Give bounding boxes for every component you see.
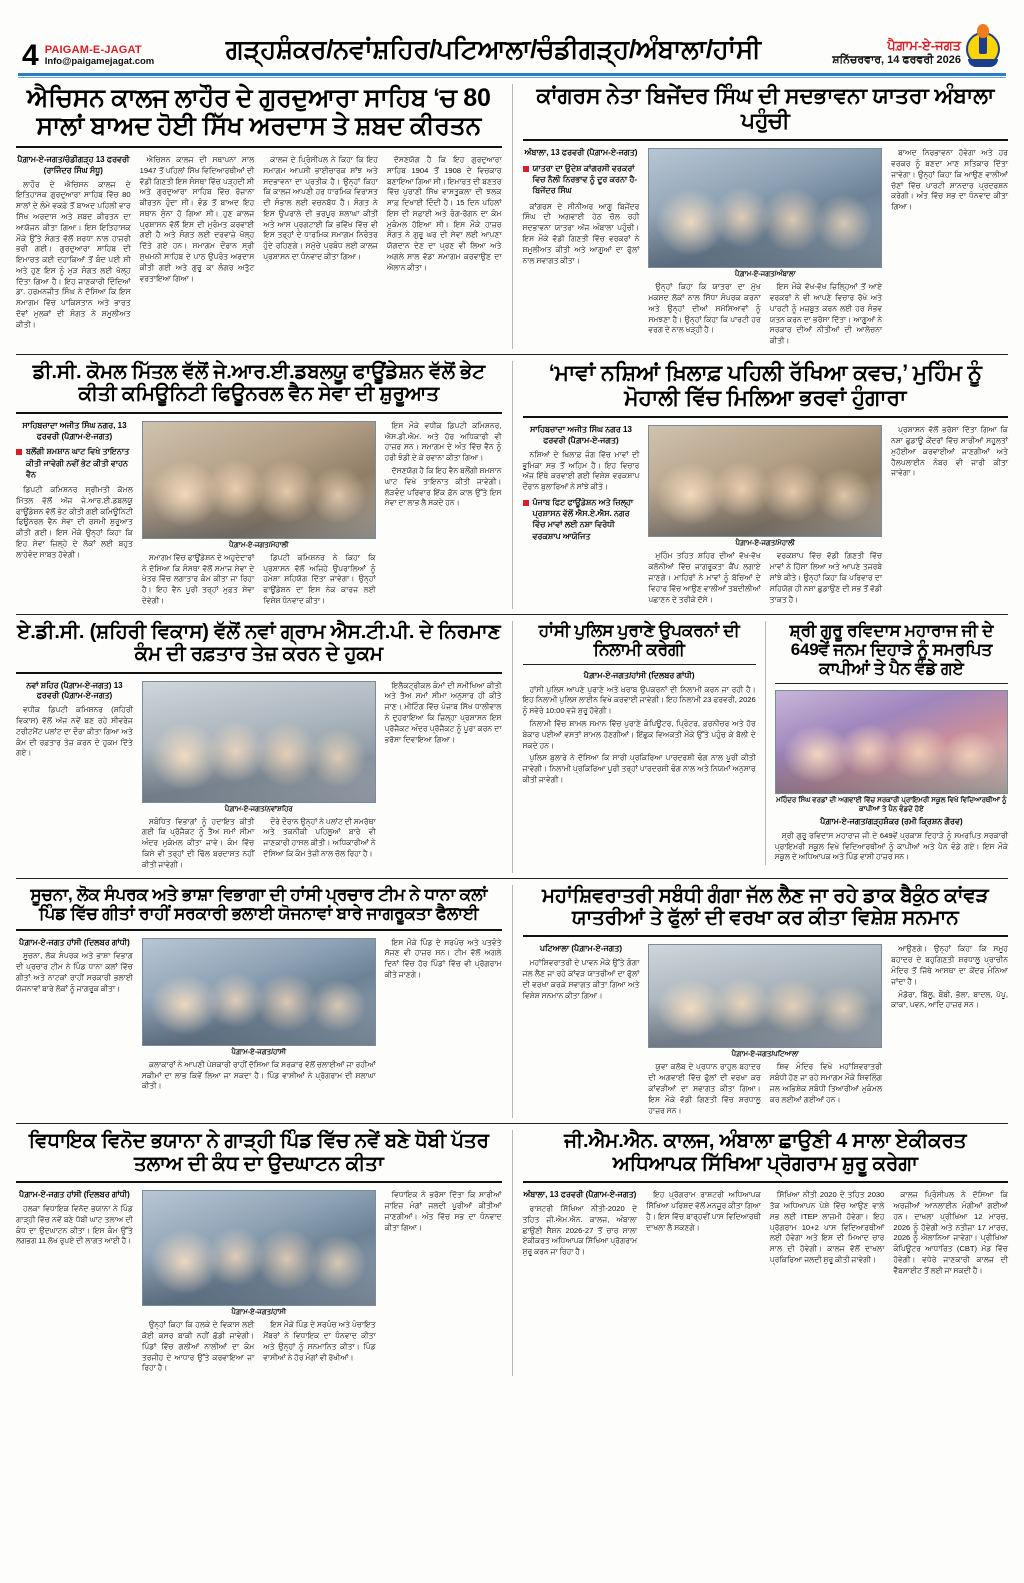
headline-a11: ਜੀ.ਐਮ.ਐਨ. ਕਾਲਜ, ਅੰਬਾਲਾ ਛਾਉਣੀ 4 ਸਾਲਾ ਏਕੀਕਰਤ ਅਧਿਆਪਕ ਸਿੱਖਿਆ ਪ੍ਰੋਗਰਾਮ ਸ਼ੁਰੂ ਕਰੇਗਾ <box>564 1130 967 1175</box>
headline-a5: ਏ.ਡੀ.ਸੀ. (ਸ਼ਹਿਰੀ ਵਿਕਾਸ) ਵੱਲੋਂ ਨਵਾਂ ਗ੍ਰਾਮ ਐਸ.ਟੀ.ਪੀ. ਦੇ ਨਿਰਮਾਣ ਕੰਮ ਦੀ ਰਫ਼ਤਾਰ ਤੇਜ਼ ਕਰਨ ਦੇ ਹੁਕਮ <box>17 620 501 666</box>
brand-email: Info@paigamejagat.com <box>44 55 155 67</box>
article-a8 <box>16 885 502 1119</box>
body-text: ਨਿਲਾਮੀ ਵਿੱਚ ਸ਼ਾਮਲ ਸਮਾਨ ਵਿੱਚ ਪੁਰਾਣੇ ਕੰਪਿਊਟਰ, ਪ੍ਰਿੰਟਰ, ਫ਼ਰਨੀਚਰ ਅਤੇ ਹੋਰ ਬੇਕਾਰ ਪਈਆਂ ਵਸਤਾਂ ਸ਼ਾਮਲ ਹੋਣਗੀਆਂ। ਇੱਛੁਕ ਵਿਅਕਤੀ ਮੌਕੇ ਉੱਤੇ ਪਹੁੰਚ ਕੇ ਬੋਲੀ ਦੇ ਸਕਦੇ ਹਨ। <box>522 719 756 750</box>
column-divider <box>512 1130 513 1376</box>
article-photo-a5 <box>142 681 376 803</box>
article-column <box>16 681 133 873</box>
content-band-4 <box>16 885 1008 1119</box>
column-divider <box>765 621 766 865</box>
article-a9 <box>523 885 1009 1119</box>
body-text: ਇਸ ਮੌਕੇ ਵੱਖ-ਵੱਖ ਜ਼ਿਲ੍ਹਿਆਂ ਤੋਂ ਆਏ ਵਰਕਰਾਂ ਨੇ ਵੀ ਆਪਣੇ ਵਿਚਾਰ ਰੱਖੇ ਅਤੇ ਪਾਰਟੀ ਨੂੰ ਮਜ਼ਬੂਤ ਕਰਨ ਲਈ ਹਰ ਸੰਭਵ ਯਤਨ ਕਰਨ ਦਾ ਭਰੋਸਾ ਦਿੱਤਾ। ਆਗੂਆਂ ਨੇ ਸਰਕਾਰ ਦੀਆਂ ਨੀਤੀਆਂ ਦੀ ਆਲੋਚਨਾ ਕੀਤੀ। <box>769 282 883 346</box>
body-text: ਉਨ੍ਹਾਂ ਕਿਹਾ ਕਿ ਯਾਤਰਾ ਦਾ ਮੁੱਖ ਮਕਸਦ ਲੋਕਾਂ ਨਾਲ ਸਿੱਧਾ ਸੰਪਰਕ ਕਰਨਾ ਅਤੇ ਉਨ੍ਹਾਂ ਦੀਆਂ ਸਮੱਸਿਆਵਾਂ ਨੂੰ ਸਮਝਣਾ ਹੈ। ਉਨ੍ਹਾਂ ਕਿਹਾ ਕਿ ਪਾਰਟੀ ਹਰ ਵਰਗ ਦੇ ਨਾਲ ਖੜ੍ਹੀ ਹੈ। <box>648 282 761 335</box>
headline-a6: ਹਾਂਸੀ ਪੁਲਿਸ ਪੁਰਾਣੇ ਉਪਕਰਨਾਂ ਦੀ ਨਿਲਾਮੀ ਕਰੇਗੀ <box>538 620 740 659</box>
body-text: ਮੰਡੋਰਾ, ਬਿੱਲੂ, ਬੌਬੀ, ਭੱਲਾ, ਬਾਦਲ, ਪੱਪੂ, ਕਾਕਾ, ਪਵਨ, ਆਦਿ ਹਾਜ਼ਰ ਸਨ। <box>891 989 1008 1010</box>
article-column <box>16 938 133 1094</box>
article-photo-a10 <box>142 1190 376 1306</box>
content-band-5 <box>16 1130 1008 1376</box>
article-column <box>891 944 1008 1118</box>
body-text: ਡਿਪਟੀ ਕਮਿਸ਼ਨਰ ਸ਼੍ਰੀਮਤੀ ਕੋਮਲ ਮਿੱਤਲ ਵੱਲੋਂ ਅੱਜ ਜੇ.ਆਰ.ਈ.ਡਬਲਯੂ ਫਾਊਂਡੇਸ਼ਨ ਵੱਲੋਂ ਭੇਟ ਕੀਤੀ ਗਈ ਕਮਿਊਨਿਟੀ ਫਿਊਨਰਲ ਵੈਨ ਸੇਵਾ ਦੀ ਰਸਮੀ ਸ਼ੁਰੂਆਤ ਕੀਤੀ ਗਈ। ਇਸ ਮੌਕੇ ਉਨ੍ਹਾਂ ਕਿਹਾ ਕਿ ਇਹ ਸੇਵਾ ਜ਼ਿਲ੍ਹੇ ਦੇ ਲੋਕਾਂ ਲਈ ਬਹੁਤ ਲਾਹੇਵੰਦ ਸਾਬਤ ਹੋਵੇਗੀ। <box>16 484 133 559</box>
photo-caption-a5: ਪੈਗ਼ਾਮ-ਏ-ਜਗਤ/ਨਵਾਂਸ਼ਹਿਰ <box>224 805 293 813</box>
article-a10 <box>16 1130 502 1376</box>
body-text: ਸਬੰਧਿਤ ਵਿਭਾਗਾਂ ਨੂੰ ਹਦਾਇਤ ਕੀਤੀ ਗਈ ਕਿ ਪ੍ਰੋਜੈਕਟ ਨੂੰ ਤੈਅ ਸਮਾਂ ਸੀਮਾ ਅੰਦਰ ਮੁਕੰਮਲ ਕੀਤਾ ਜਾਵੇ। ਕੰਮ ਵਿੱਚ ਕਿਸੇ ਵੀ ਤਰ੍ਹਾਂ ਦੀ ਢਿੱਲ ਬਰਦਾਸ਼ਤ ਨਹੀਂ ਕੀਤੀ ਜਾਵੇਗੀ। <box>141 816 255 869</box>
photo-caption-a3: ਪੈਗ਼ਾਮ-ਏ-ਜਗਤ/ਮੋਹਾਲੀ <box>229 541 289 549</box>
page-number: 4 <box>22 38 39 72</box>
dateline-a1: ਪੈਗ਼ਾਮ-ਏ-ਜਗਤ/ਚੰਡੀਗੜ੍ਹ 13 ਫਰਵਰੀ (ਰਾਜਿੰਦਰ ਸਿੰਘ ਸੰਧੂ) <box>17 155 130 175</box>
body-text: ਮੁਹਿੰਮ ਤਹਿਤ ਸ਼ਹਿਰ ਦੀਆਂ ਵੱਖ-ਵੱਖ ਕਲੋਨੀਆਂ ਵਿੱਚ ਜਾਗਰੂਕਤਾ ਕੈਂਪ ਲਗਾਏ ਜਾਣਗੇ। ਮਾਹਿਰਾਂ ਨੇ ਮਾਵਾਂ ਨੂੰ ਬੱਚਿਆਂ ਦੇ ਵਿਹਾਰ ਵਿੱਚ ਆਉਣ ਵਾਲੀਆਂ ਤਬਦੀਲੀਆਂ ਪਛਾਣਨ ਦੇ ਤਰੀਕੇ ਦੱਸੇ। <box>648 551 761 604</box>
bullet-text: ਬਲੌਂਗੀ ਸ਼ਮਸ਼ਾਨ ਘਾਟ ਵਿਖੇ ਤਾਇਨਾਤ ਕੀਤੀ ਜਾਵੇਗੀ ਨਵੀਂ ਭੇਟ ਕੀਤੀ ਵਾਹਨ ਵੈਨ <box>26 447 130 479</box>
body-text: ਵਰਕਸ਼ਾਪ ਵਿੱਚ ਵੱਡੀ ਗਿਣਤੀ ਵਿੱਚ ਮਾਵਾਂ ਨੇ ਹਿੱਸਾ ਲਿਆ ਅਤੇ ਆਪਣੇ ਤਜਰਬੇ ਸਾਂਝੇ ਕੀਤੇ। ਉਨ੍ਹਾਂ ਕਿਹਾ ਕਿ ਪਰਿਵਾਰ ਦਾ ਸਹਿਯੋਗ ਹੀ ਨਸ਼ਾ ਛੁਡਾਉਣ ਦੀ ਸਭ ਤੋਂ ਵੱਡੀ ਤਾਕਤ ਹੈ। <box>769 551 883 604</box>
article-a3 <box>16 361 502 609</box>
body-text: ਸਮਾਗਮ ਵਿੱਚ ਫਾਊਂਡੇਸ਼ਨ ਦੇ ਅਹੁਦੇਦਾਰਾਂ ਨੇ ਦੱਸਿਆ ਕਿ ਸੰਸਥਾ ਵੱਲੋਂ ਸਮਾਜ ਸੇਵਾ ਦੇ ਖੇਤਰ ਵਿੱਚ ਲਗਾਤਾਰ ਕੰਮ ਕੀਤਾ ਜਾ ਰਿਹਾ ਹੈ। ਇਹ ਵੈਨ ਪੂਰੀ ਤਰ੍ਹਾਂ ਮੁਫ਼ਤ ਸੇਵਾ ਦੇਵੇਗੀ। <box>141 552 255 606</box>
dateline-a6: ਪੈਗ਼ਾਮ-ਏ-ਜਗਤ/ਹਾਂਸੀ (ਦਿਲਬਰ ਗਾਂਧੀ) <box>583 670 695 680</box>
article-photo-column <box>142 1190 376 1376</box>
dateline-a5: ਨਵਾਂ ਸ਼ਹਿਰ (ਪੈਗ਼ਾਮ-ਏ-ਜਗਤ) 13 ਫਰਵਰੀ (ਪੈਗ਼ਾਮ-ਏ-ਜਗਤ) <box>26 680 123 701</box>
body-text: ਡਿਪਟੀ ਕਮਿਸ਼ਨਰ ਨੇ ਕਿਹਾ ਕਿ ਪ੍ਰਸ਼ਾਸਨ ਵੱਲੋਂ ਅਜਿਹੇ ਉਪਰਾਲਿਆਂ ਨੂੰ ਹਮੇਸ਼ਾ ਸਹਿਯੋਗ ਦਿੱਤਾ ਜਾਵੇਗਾ। ਉਨ੍ਹਾਂ ਫਾਊਂਡੇਸ਼ਨ ਦਾ ਇਸ ਨੇਕ ਕਾਰਜ ਲਈ ਵਿਸ਼ੇਸ਼ ਧੰਨਵਾਦ ਕੀਤਾ। <box>263 552 376 606</box>
dateline-a2: ਅੰਬਾਲਾ, 13 ਫਰਵਰੀ (ਪੈਗ਼ਾਮ-ਏ-ਜਗਤ) <box>524 148 638 158</box>
column-divider <box>512 84 513 349</box>
article-photo-column <box>648 148 882 349</box>
article-column <box>140 155 255 333</box>
body-text: ਹਲਕਾ ਵਿਧਾਇਕ ਵਿਨੋਦ ਭਯਾਨਾ ਨੇ ਪਿੰਡ ਗਾੜ੍ਹੀ ਵਿੱਚ ਨਵੇਂ ਬਣੇ ਧੋਬੀ ਘਾਟ ਤਲਾਅ ਦੀ ਕੰਧ ਦਾ ਉਦਘਾਟਨ ਕੀਤਾ। ਇਸ ਕੰਮ ਉੱਤੇ ਲਗਭਗ 11 ਲੱਖ ਰੁਪਏ ਦੀ ਲਾਗਤ ਆਈ ਹੈ। <box>16 1203 133 1246</box>
body-text: ਇਸ ਮੌਕੇ ਪਿੰਡ ਦੇ ਸਰਪੰਚ ਅਤੇ ਪਤਵੰਤੇ ਸੱਜਣ ਵੀ ਹਾਜ਼ਰ ਸਨ। ਟੀਮ ਵੱਲੋਂ ਅਗਲੇ ਦਿਨਾਂ ਵਿੱਚ ਹੋਰ ਪਿੰਡਾਂ ਵਿੱਚ ਵੀ ਪ੍ਰੋਗਰਾਮ ਕੀਤੇ ਜਾਣਗੇ। <box>384 937 502 979</box>
article-a5 <box>16 621 502 873</box>
article-column <box>523 425 640 607</box>
article-column <box>646 1190 761 1278</box>
body-text: ਸੂਚਨਾ, ਲੋਕ ਸੰਪਰਕ ਅਤੇ ਭਾਸ਼ਾ ਵਿਭਾਗ ਦੀ ਪ੍ਰਚਾਰ ਟੀਮ ਨੇ ਪਿੰਡ ਧਾਨਾ ਕਲਾਂ ਵਿੱਚ ਗੀਤਾਂ ਅਤੇ ਨਾਟਕਾਂ ਰਾਹੀਂ ਸਰਕਾਰੀ ਭਲਾਈ ਯੋਜਨਾਵਾਂ ਬਾਰੇ ਲੋਕਾਂ ਨੂੰ ਜਾਗਰੂਕ ਕੀਤਾ। <box>16 951 133 993</box>
article-column <box>891 425 1008 607</box>
headline-a9: ਮਹਾਂਸ਼ਿਵਰਾਤਰੀ ਸਬੰਧੀ ਗੰਗਾ ਜੱਲ ਲੈਣ ਜਾ ਰਹੇ ਡਾਕ ਬੈਕੁੰਠ ਕਾਂਵੜ ਯਾਤਰੀਆਂ ਤੇ ਫੁੱਲਾਂ ਦੀ ਵਰਖਾ ਕਰ ਕੀਤਾ ਵਿਸ਼ੇਸ਼ ਸਨਮਾਨ <box>541 884 989 929</box>
article-column <box>891 148 1008 349</box>
article-photo-column <box>142 938 376 1094</box>
photo-caption-a4: ਪੈਗ਼ਾਮ-ਏ-ਜਗਤ/ਮੋਹਾਲੀ <box>735 540 795 548</box>
photo-caption-a8: ਪੈਗ਼ਾਮ-ਏ-ਜਗਤ/ਹਾਂਸੀ <box>231 1048 287 1056</box>
masthead <box>16 14 1008 72</box>
content-band-3 <box>16 621 1008 873</box>
article-column <box>385 1190 502 1376</box>
article-column <box>16 1190 133 1376</box>
kicker-bullet <box>523 497 640 542</box>
body-text: ਨਸ਼ਿਆਂ ਦੇ ਖ਼ਿਲਾਫ਼ ਜੰਗ ਵਿੱਚ ਮਾਵਾਂ ਦੀ ਭੂਮਿਕਾ ਸਭ ਤੋਂ ਅਹਿਮ ਹੈ। ਇਹ ਵਿਚਾਰ ਅੱਜ ਇੱਥੇ ਕਰਵਾਈ ਗਈ ਵਿਸ਼ੇਸ਼ ਵਰਕਸ਼ਾਪ ਦੌਰਾਨ ਬੁਲਾਰਿਆਂ ਨੇ ਸਾਂਝੇ ਕੀਤੇ। <box>522 449 640 492</box>
content-band-1 <box>16 84 1008 349</box>
dateline-a11: ਅੰਬਾਲਾ, 13 ਫਰਵਰੀ (ਪੈਗ਼ਾਮ-ਏ-ਜਗਤ) <box>523 1190 637 1200</box>
photo-caption-a7: ਮਹਿੰਦਰ ਸਿੰਘ ਵਰਡਾਂ ਦੀ ਅਗਵਾਈ ਵਿੱਚ ਸਰਕਾਰੀ ਪ੍ਰਾਇਮਰੀ ਸਕੂਲ ਵਿਖੇ ਵਿਦਿਆਰਥੀਆਂ ਨੂੰ ਕਾਪੀਆਂ ਤੇ ਪੈਨ ਵੰਡਦੇ ਹੋਏ <box>776 796 1007 813</box>
brand-name: PAIGAM-E-JAGAT <box>44 44 142 57</box>
article-photo-a7 <box>775 690 1008 794</box>
body-text: ਦੌਰੇ ਦੌਰਾਨ ਉਨ੍ਹਾਂ ਨੇ ਪਲਾਂਟ ਦੀ ਸਮਰੱਥਾ ਅਤੇ ਤਕਨੀਕੀ ਪਹਿਲੂਆਂ ਬਾਰੇ ਵੀ ਜਾਣਕਾਰੀ ਹਾਸਲ ਕੀਤੀ। ਅਧਿਕਾਰੀਆਂ ਨੇ ਦੱਸਿਆ ਕਿ ਕੰਮ ਤੇਜ਼ੀ ਨਾਲ ਚੱਲ ਰਿਹਾ ਹੈ। <box>263 816 376 859</box>
article-column <box>385 421 502 609</box>
article-a11 <box>523 1130 1009 1376</box>
dateline-a10: ਪੈਗ਼ਾਮ-ਏ-ਜਗਤ ਹਾਂਸੀ (ਦਿਲਬਰ ਗਾਂਧੀ) <box>19 1190 130 1200</box>
body-text: ਆਉਣਗੇ। ਉਨ੍ਹਾਂ ਕਿਹਾ ਕਿ ਸਮੂਹ ਬਹਾਦਰ ਦੇ ਬਹੁਗਿਣਤੀ ਸ਼ਰਧਾਲੂ ਪ੍ਰਾਚੀਨ ਮੰਦਿਰ ਤੋਂ ਜਿੱਥੇ ਆਸਥਾ ਦਾ ਕੇਂਦਰ ਮੰਨਿਆ ਜਾਂਦਾ ਹੈ। <box>891 944 1008 986</box>
article-a4 <box>523 361 1009 609</box>
article-column <box>893 1190 1008 1278</box>
article-group-a6-a7 <box>523 621 1009 873</box>
bullet-square-icon <box>523 166 529 172</box>
torch-logo-icon <box>966 28 1002 68</box>
body-text: ਇਹ ਪ੍ਰੋਗਰਾਮ ਰਾਸ਼ਟਰੀ ਅਧਿਆਪਕ ਸਿੱਖਿਆ ਪਰਿਸ਼ਦ ਵੱਲੋਂ ਮਨਜ਼ੂਰ ਕੀਤਾ ਗਿਆ ਹੈ। ਇਸ ਵਿੱਚ ਬਾਰ੍ਹਵੀਂ ਪਾਸ ਵਿਦਿਆਰਥੀ ਦਾਖਲਾ ਲੈ ਸਕਣਗੇ। <box>646 1190 761 1232</box>
column-divider <box>512 621 513 873</box>
brand-name-punjabi: ਪੈਗ਼ਾਮ-ਏ-ਜਗਤ <box>887 38 961 53</box>
column-divider <box>512 885 513 1119</box>
article-a6 <box>523 621 756 865</box>
body-text: ਇਲੈਕਟ੍ਰੀਕਲ ਕੰਮਾਂ ਦੀ ਸਮੀਖਿਆ ਕੀਤੀ ਅਤੇ ਤੈਅ ਸਮਾਂ ਸੀਮਾ ਅਨੁਸਾਰ ਹੀ ਕੀਤੇ ਜਾਣ। ਮੀਟਿੰਗ ਵਿੱਚ ਪੰਜਾਬ ਸਿੱਖ ਧਾਲੀਵਾਲ ਨੇ ਦੁਹਰਾਇਆ ਕਿ ਜ਼ਿਲ੍ਹਾ ਪ੍ਰਸ਼ਾਸਨ ਇਸ ਪ੍ਰੋਜੈਕਟ ਅੰਦਰ ਪ੍ਰੋਜੈਕਟ ਨੂੰ ਪੂਰਾ ਕਰਨ ਦਾ ਭਰੋਸਾ ਦਿਵਾਇਆ ਗਿਆ। <box>384 680 502 744</box>
body-text: ਕਾਲਜ ਦੇ ਪ੍ਰਿੰਸੀਪਲ ਨੇ ਕਿਹਾ ਕਿ ਇਹ ਸਮਾਗਮ ਆਪਸੀ ਭਾਈਚਾਰਕ ਸਾਂਝ ਅਤੇ ਸਦਭਾਵਨਾ ਦਾ ਪ੍ਰਤੀਕ ਹੈ। ਉਨ੍ਹਾਂ ਕਿਹਾ ਕਿ ਕਾਲਜ ਆਪਣੀ ਹਰ ਧਾਰਮਿਕ ਵਿਰਾਸਤ ਦੀ ਸੰਭਾਲ ਲਈ ਵਚਨਬੱਧ ਹੈ। ਸੰਗਤ ਨੇ ਇਸ ਉਪਰਾਲੇ ਦੀ ਭਰਪੂਰ ਸ਼ਲਾਘਾ ਕੀਤੀ ਅਤੇ ਆਸ ਪ੍ਰਗਟਾਈ ਕਿ ਭਵਿੱਖ ਵਿੱਚ ਵੀ ਇਸ ਤਰ੍ਹਾਂ ਦੇ ਧਾਰਮਿਕ ਸਮਾਗਮ ਨਿਰੰਤਰ ਹੁੰਦੇ ਰਹਿਣਗੇ। ਸਮੁੱਚੇ ਪ੍ਰਬੰਧ ਲਈ ਕਾਲਜ ਪ੍ਰਸ਼ਾਸਨ ਦਾ ਧੰਨਵਾਦ ਕੀਤਾ ਗਿਆ। <box>263 155 378 262</box>
body-text: ਲਾਹੌਰ ਦੇ ਐਚਿਸਨ ਕਾਲਜ ਦੇ ਇਤਿਹਾਸਕ ਗੁਰਦੁਆਰਾ ਸਾਹਿਬ ਵਿੱਚ 80 ਸਾਲਾਂ ਦੇ ਲੰਮੇ ਵਕਫ਼ੇ ਤੋਂ ਬਾਅਦ ਪਹਿਲੀ ਵਾਰ ਸਿੱਖ ਅਰਦਾਸ ਅਤੇ ਸ਼ਬਦ ਕੀਰਤਨ ਦਾ ਆਯੋਜਨ ਕੀਤਾ ਗਿਆ। ਇਸ ਇਤਿਹਾਸਕ ਮੌਕੇ ਉੱਤੇ ਸੰਗਤ ਵੱਲੋਂ ਸ਼ਰਧਾ ਨਾਲ ਹਾਜ਼ਰੀ ਭਰੀ ਗਈ। ਗੁਰਦੁਆਰਾ ਸਾਹਿਬ ਦੀ ਇਮਾਰਤ ਕਈ ਦਹਾਕਿਆਂ ਤੋਂ ਬੰਦ ਪਈ ਸੀ ਅਤੇ ਹੁਣ ਇਸ ਨੂੰ ਮੁੜ ਸੰਗਤ ਲਈ ਖੋਲ੍ਹ ਦਿੱਤਾ ਗਿਆ ਹੈ। ਇਹ ਜਾਣਕਾਰੀ ਦਿੰਦਿਆਂ ਡਾ. ਹਰਮਨਜੀਤ ਸਿੰਘ ਨੇ ਦੱਸਿਆ ਕਿ ਇਸ ਸਮਾਗਮ ਵਿੱਚ ਪਾਕਿਸਤਾਨ ਅਤੇ ਭਾਰਤ ਦੋਵਾਂ ਮੁਲਕਾਂ ਦੀ ਸੰਗਤ ਨੇ ਸ਼ਮੂਲੀਅਤ ਕੀਤੀ। <box>16 179 131 329</box>
dateline-a7: ਪੈਗ਼ਾਮ-ਏ-ਜਗਤ/ਗੜ੍ਹਸ਼ੰਕਰ (ਰਮੀ ਕ੍ਰਿਸ਼ਨ ਗੌਰਵ) <box>820 817 963 827</box>
headline-a10: ਵਿਧਾਇਕ ਵਿਨੋਦ ਭਯਾਨਾ ਨੇ ਗਾੜ੍ਹੀ ਪਿੰਡ ਵਿੱਚ ਨਵੇਂ ਬਣੇ ਧੋਬੀ ਪੱਤਰ ਤਲਾਅ ਦੀ ਕੰਧ ਦਾ ਉਦਘਾਟਨ ਕੀਤਾ <box>28 1130 489 1175</box>
article-a2 <box>523 84 1009 349</box>
bullet-square-icon <box>523 500 529 506</box>
body-text: ਉਨ੍ਹਾਂ ਕਿਹਾ ਕਿ ਹਲਕੇ ਦੇ ਵਿਕਾਸ ਲਈ ਕੋਈ ਕਸਰ ਬਾਕੀ ਨਹੀਂ ਛੱਡੀ ਜਾਵੇਗੀ। ਪਿੰਡਾਂ ਵਿੱਚ ਗਲੀਆਂ ਨਾਲੀਆਂ ਦਾ ਕੰਮ ਤਰਜੀਹ ਦੇ ਆਧਾਰ ਉੱਤੇ ਕਰਵਾਇਆ ਜਾ ਰਿਹਾ ਹੈ। <box>141 1320 255 1373</box>
article-photo-a9 <box>648 944 882 1048</box>
body-text: ਮਹਾਂਸ਼ਿਵਰਾਤਰੀ ਦੇ ਪਾਵਨ ਮੌਕੇ ਉੱਤੇ ਗੰਗਾ ਜਲ ਲੈਣ ਜਾ ਰਹੇ ਕਾਂਵੜ ਯਾਤਰੀਆਂ ਦਾ ਫੁੱਲਾਂ ਦੀ ਵਰਖਾ ਕਰਕੇ ਸਵਾਗਤ ਕੀਤਾ ਗਿਆ ਅਤੇ ਵਿਸ਼ੇਸ਼ ਸਨਮਾਨ ਕੀਤਾ ਗਿਆ। <box>522 958 640 1000</box>
kicker-bullet <box>16 446 133 480</box>
article-column <box>770 1190 885 1278</box>
body-text: ਸਿੱਖਿਆ ਨੀਤੀ 2020 ਦੇ ਤਹਿਤ 2030 ਤੱਕ ਅਧਿਆਪਨ ਪੇਸ਼ੇ ਵਿੱਚ ਆਉਣ ਵਾਲੇ ਸਭ ਲਈ ITEP ਲਾਜ਼ਮੀ ਹੋਵੇਗਾ। ਇਹ ਪ੍ਰੋਗਰਾਮ 10+2 ਪਾਸ ਵਿਦਿਆਰਥੀਆਂ ਲਈ ਹੋਵੇਗਾ ਅਤੇ ਇਸ ਦੀ ਮਿਆਦ ਚਾਰ ਸਾਲ ਦੀ ਹੋਵੇਗੀ। ਕਾਲਜ ਵੱਲੋਂ ਦਾਖਲਾ ਪ੍ਰਕਿਰਿਆ ਜਲਦੀ ਸ਼ੁਰੂ ਕੀਤੀ ਜਾਵੇਗੀ। <box>769 1190 885 1264</box>
article-photo-column <box>142 421 376 609</box>
body-text: ਇਸ ਮੌਕੇ ਵਧੀਕ ਡਿਪਟੀ ਕਮਿਸ਼ਨਰ, ਐਸ.ਡੀ.ਐਮ. ਅਤੇ ਹੋਰ ਅਧਿਕਾਰੀ ਵੀ ਹਾਜ਼ਰ ਸਨ। ਸਮਾਗਮ ਦੇ ਅੰਤ ਵਿੱਚ ਵੈਨ ਨੂੰ ਹਰੀ ਝੰਡੀ ਦੇ ਕੇ ਰਵਾਨਾ ਕੀਤਾ ਗਿਆ। <box>384 420 502 463</box>
body-text: ਦੱਸਣਯੋਗ ਹੈ ਕਿ ਇਹ ਗੁਰਦੁਆਰਾ ਸਾਹਿਬ 1904 ਤੋਂ 1908 ਦੇ ਵਿਚਕਾਰ ਬਣਾਇਆ ਗਿਆ ਸੀ। ਇਮਾਰਤ ਦੀ ਬਣਤਰ ਵਿੱਚ ਪੁਰਾਣੀ ਸਿੱਖ ਵਾਸਤੂਕਲਾ ਦੀ ਝਲਕ ਸਾਫ਼ ਦਿਖਾਈ ਦਿੰਦੀ ਹੈ। 15 ਦਿਨ ਪਹਿਲਾਂ ਇਸ ਦੀ ਸਫ਼ਾਈ ਅਤੇ ਰੰਗ-ਰੋਗਨ ਦਾ ਕੰਮ ਮੁਕੰਮਲ ਹੋਇਆ ਸੀ। ਇਸ ਮੌਕੇ ਹਾਜ਼ਰ ਸੰਗਤ ਨੇ ਗੁਰੂ ਘਰ ਦੀ ਸੇਵਾ ਲਈ ਆਪਣਾ ਯੋਗਦਾਨ ਦੇਣ ਦਾ ਪ੍ਰਣ ਵੀ ਲਿਆ ਅਤੇ ਅਗਲੇ ਸਾਲ ਵੱਡਾ ਸਮਾਗਮ ਕਰਵਾਉਣ ਦਾ ਐਲਾਨ ਕੀਤਾ। <box>386 155 502 272</box>
headline-a1: ਐਚਿਸਨ ਕਾਲਜ ਲਾਹੌਰ ਦੇ ਗੁਰਦੁਆਰਾ ਸਾਹਿਬ ‘ਚ 80 ਸਾਲਾਂ ਬਾਅਦ ਹੋਈ ਸਿੱਖ ਅਰਦਾਸ ਤੇ ਸ਼ਬਦ ਕੀਰਤਨ <box>26 84 491 140</box>
article-column <box>523 1190 638 1278</box>
bullet-text: ਪੰਜਾਬ ਫਿਟ ਫਾਊਂਡੇਸ਼ਨ ਅਤੇ ਜ਼ਿਲ੍ਹਾ ਪ੍ਰਸ਼ਾਸਨ ਵੱਲੋਂ ਐਸ.ਏ.ਐਸ. ਨਗਰ ਵਿੱਚ ਮਾਵਾਂ ਲਈ ਨਸ਼ਾ ਵਿਰੋਧੀ ਵਰਕਸ਼ਾਪ ਆਯੋਜਿਤ <box>532 498 634 541</box>
dateline-a9: ਪਟਿਆਲਾ (ਪੈਗ਼ਾਮ-ਏ-ਜਗਤ) <box>539 944 623 954</box>
article-photo-column <box>648 425 882 607</box>
body-text: ਕਾਲਜ ਪ੍ਰਿੰਸੀਪਲ ਨੇ ਦੱਸਿਆ ਕਿ ਅਰਜ਼ੀਆਂ ਆਨਲਾਈਨ ਮੰਗੀਆਂ ਗਈਆਂ ਹਨ। ਦਾਖਲਾ ਪ੍ਰੀਖਿਆ 12 ਮਾਰਚ, 2026 ਨੂੰ ਹੋਵੇਗੀ ਅਤੇ ਨਤੀਜਾ 17 ਮਾਰਚ, 2026 ਨੂੰ ਐਲਾਨਿਆ ਜਾਵੇਗਾ। ਪ੍ਰੀਖਿਆ ਕੰਪਿਊਟਰ ਆਧਾਰਿਤ (CBT) ਮੋਡ ਵਿੱਚ ਹੋਵੇਗੀ। ਵਧੇਰੇ ਜਾਣਕਾਰੀ ਕਾਲਜ ਦੀ ਵੈੱਬਸਾਈਟ ਤੋਂ ਲਈ ਜਾ ਸਕਦੀ ਹੈ। <box>893 1190 1008 1275</box>
article-photo-a8 <box>142 938 376 1046</box>
bullet-text: ਯਾਤਰਾ ਦਾ ਉਦੇਸ਼ ਕਾਂਗਰਸੀ ਵਰਕਰਾਂ ਵਿਚ ਨੈਲੀ ਨਿਰਭਾਵ ਨੂੰ ਦੂਰ ਕਰਨਾ ਹੈ-ਬਿਜੇਂਦਰ ਸਿੰਘ <box>532 164 638 196</box>
body-text: ਵਿਧਾਇਕ ਨੇ ਭਰੋਸਾ ਦਿੱਤਾ ਕਿ ਸਾਰੀਆਂ ਜਾਇਜ਼ ਮੰਗਾਂ ਜਲਦੀ ਪੂਰੀਆਂ ਕੀਤੀਆਂ ਜਾਣਗੀਆਂ। ਅੰਤ ਵਿੱਚ ਸਭ ਦਾ ਧੰਨਵਾਦ ਕੀਤਾ ਗਿਆ। <box>384 1190 502 1232</box>
article-column <box>16 421 133 609</box>
body-text: ਕਾਂਗਰਸ ਦੇ ਸੀਨੀਅਰ ਆਗੂ ਬਿਜੇਂਦਰ ਸਿੰਘ ਦੀ ਅਗਵਾਈ ਹੇਠ ਚੱਲ ਰਹੀ ਸਦਭਾਵਨਾ ਯਾਤਰਾ ਅੱਜ ਅੰਬਾਲਾ ਪਹੁੰਚੀ। ਇਸ ਮੌਕੇ ਵੱਡੀ ਗਿਣਤੀ ਵਿੱਚ ਵਰਕਰਾਂ ਨੇ ਸ਼ਮੂਲੀਅਤ ਕੀਤੀ ਅਤੇ ਆਗੂਆਂ ਦਾ ਫੁੱਲਾਂ ਨਾਲ ਸਵਾਗਤ ਕੀਤਾ। <box>522 201 640 265</box>
article-photo-column <box>648 944 882 1118</box>
content-band-2 <box>16 361 1008 609</box>
body-text: ਪੁਲਿਸ ਬੁਲਾਰੇ ਨੇ ਦੱਸਿਆ ਕਿ ਸਾਰੀ ਪ੍ਰਕਿਰਿਆ ਪਾਰਦਰਸ਼ੀ ਢੰਗ ਨਾਲ ਪੂਰੀ ਕੀਤੀ ਜਾਵੇਗੀ। ਨਿਲਾਮੀ ਪ੍ਰਕਿਰਿਆ ਪੂਰੀ ਤਰ੍ਹਾਂ ਪਾਰਦਰਸ਼ੀ ਢੰਗ ਨਾਲ ਅਤੇ ਨਿਯਮਾਂ ਅਨੁਸਾਰ ਕੀਤੀ ਜਾਵੇਗੀ। <box>522 753 756 784</box>
body-text: ਕਲਾਕਾਰਾਂ ਨੇ ਆਪਣੀ ਪੇਸ਼ਕਾਰੀ ਰਾਹੀਂ ਦੱਸਿਆ ਕਿ ਸਰਕਾਰ ਵੱਲੋਂ ਚਲਾਈਆਂ ਜਾ ਰਹੀਆਂ ਸਕੀਮਾਂ ਦਾ ਲਾਭ ਕਿਵੇਂ ਲਿਆ ਜਾ ਸਕਦਾ ਹੈ। ਪਿੰਡ ਵਾਸੀਆਂ ਨੇ ਪ੍ਰੋਗਰਾਮ ਦੀ ਸ਼ਲਾਘਾ ਕੀਤੀ। <box>141 1059 376 1091</box>
article-column <box>385 681 502 873</box>
publication-date: ਸ਼ਨਿੱਚਰਵਾਰ, 14 ਫਰਵਰੀ 2026 <box>832 54 961 67</box>
body-text: ਐਚਿਸਨ ਕਾਲਜ ਦੀ ਸਥਾਪਨਾ ਸਾਲ 1947 ਤੋਂ ਪਹਿਲਾਂ ਸਿੱਖ ਵਿਦਿਆਰਥੀਆਂ ਦੀ ਵੱਡੀ ਗਿਣਤੀ ਇਸ ਸੰਸਥਾ ਵਿੱਚ ਪੜ੍ਹਦੀ ਸੀ ਅਤੇ ਗੁਰਦੁਆਰਾ ਸਾਹਿਬ ਵਿੱਚ ਰੋਜ਼ਾਨਾ ਕੀਰਤਨ ਹੁੰਦਾ ਸੀ। ਵੰਡ ਤੋਂ ਬਾਅਦ ਇਹ ਸਥਾਨ ਸੁੰਨਾ ਹੋ ਗਿਆ ਸੀ। ਹੁਣ ਕਾਲਜ ਪ੍ਰਸ਼ਾਸਨ ਵੱਲੋਂ ਇਸ ਦੀ ਮੁਰੰਮਤ ਕਰਵਾਈ ਗਈ ਹੈ ਅਤੇ ਸੰਗਤ ਲਈ ਦਰਵਾਜ਼ੇ ਖੋਲ੍ਹ ਦਿੱਤੇ ਗਏ ਹਨ। ਸਮਾਗਮ ਦੌਰਾਨ ਸ੍ਰੀ ਸੁਖਮਨੀ ਸਾਹਿਬ ਦੇ ਪਾਠ ਉਪਰੰਤ ਅਰਦਾਸ ਕੀਤੀ ਗਈ ਅਤੇ ਗੁਰੂ ਕਾ ਲੰਗਰ ਅਤੁੱਟ ਵਰਤਾਇਆ ਗਿਆ। <box>139 155 255 283</box>
body-text: ਹਾਂਸੀ ਪੁਲਿਸ ਆਪਣੇ ਪੁਰਾਣੇ ਅਤੇ ਖ਼ਰਾਬ ਉਪਕਰਨਾਂ ਦੀ ਨਿਲਾਮੀ ਕਰਨ ਜਾ ਰਹੀ ਹੈ। ਇਹ ਨਿਲਾਮੀ ਪੁਲਿਸ ਲਾਈਨ ਵਿਖੇ ਕਰਵਾਈ ਜਾਵੇਗੀ। ਇਹ ਨਿਲਾਮੀ 23 ਫਰਵਰੀ, 2026 ਨੂੰ ਸਵੇਰੇ 10:00 ਵਜੇ ਸ਼ੁਰੂ ਹੋਵੇਗੀ। <box>522 684 756 716</box>
masthead-brand-block <box>45 44 155 68</box>
bullet-square-icon <box>16 449 22 455</box>
headline-a8: ਸੂਚਨਾ, ਲੋਕ ਸੰਪਰਕ ਅਤੇ ਭਾਸ਼ਾ ਵਿਭਾਗਾ ਦੀ ਹਾਂਸੀ ਪ੍ਰਚਾਰ ਟੀਮ ਨੇ ਧਾਨਾ ਕਲਾਂ ਪਿੰਡ ਵਿੱਚ ਗੀਤਾਂ ਰਾਹੀਂ ਸਰਕਾਰੀ ਭਲਾਈ ਯੋਜਨਾਵਾਂ ਬਾਰੇ ਜਾਗਰੂਕਤਾ ਫੈਲਾਈ <box>30 884 488 923</box>
photo-caption-a2: ਪੈਗ਼ਾਮ-ਏ-ਜਗਤ/ਅੰਬਾਲਾ <box>734 271 796 279</box>
headline-a3: ਡੀ.ਸੀ. ਕੋਮਲ ਮਿੱਤਲ ਵੱਲੋਂ ਜੇ.ਆਰ.ਈ.ਡਬਲਯੂ ਫਾਊਂਡੇਸ਼ਨ ਵੱਲੋਂ ਭੇਟ ਕੀਤੀ ਕਮਿਊਨਿਟੀ ਫਿਊਨਰਲ ਵੈਨ ਸੇਵਾ ਦੀ ਸ਼ੁਰੂਆਤ <box>32 361 485 406</box>
body-text: ਵਧੀਕ ਡਿਪਟੀ ਕਮਿਸ਼ਨਰ (ਸ਼ਹਿਰੀ ਵਿਕਾਸ) ਵੱਲੋਂ ਅੱਜ ਨਵੇਂ ਬਣ ਰਹੇ ਸੀਵਰੇਜ ਟਰੀਟਮੈਂਟ ਪਲਾਂਟ ਦਾ ਦੌਰਾ ਕੀਤਾ ਗਿਆ ਅਤੇ ਕੰਮ ਦੀ ਰਫ਼ਤਾਰ ਤੇਜ਼ ਕਰਨ ਦੇ ਹੁਕਮ ਦਿੱਤੇ ਗਏ। <box>16 705 133 758</box>
dateline-a8: ਪੈਗ਼ਾਮ-ਏ-ਜਗਤ ਹਾਂਸੀ (ਦਿਲਬਰ ਗਾਂਧੀ) <box>19 937 130 947</box>
headline-a7: ਸ਼੍ਰੀ ਗੁਰੂ ਰਵਿਦਾਸ ਮਹਾਰਾਜ ਜੀ ਦੇ 649ਵੇਂ ਜਨਮ ਦਿਹਾੜੇ ਨੂੰ ਸਮਰਪਿਤ ਕਾਪੀਆਂ ਤੇ ਪੈਨ ਵੰਡੇ ਗਏ <box>789 620 994 678</box>
article-column <box>387 155 502 333</box>
kicker-bullet <box>523 163 640 197</box>
photo-caption-a9: ਪੈਗ਼ਾਮ-ਏ-ਜਗਤ/ਪਟਿਆਲਾ <box>731 1051 799 1059</box>
article-a7 <box>775 621 1008 865</box>
column-divider <box>512 361 513 609</box>
photo-caption-a10: ਪੈਗ਼ਾਮ-ਏ-ਜਗਤ/ਹਾਂਸੀ <box>231 1309 287 1317</box>
article-photo-a4 <box>648 425 882 537</box>
masthead-rule-thin <box>18 77 1006 78</box>
body-text: ਸ਼ਿਵ ਮੰਦਿਰ ਵਿਖੇ ਮਹਾਂਸ਼ਿਵਰਾਤਰੀ ਸਬੰਧੀ ਹੋਣ ਜਾ ਰਹੇ ਸਮਾਗਮ ਮੌਕੇ ਸ਼ਿਵਲਿੰਗ ਜਲ ਅਭਿਸ਼ੇਕ ਸਬੰਧੀ ਤਿਆਰੀਆਂ ਮੁਕੰਮਲ ਕਰ ਲਈਆਂ ਗਈਆਂ ਹਨ। <box>769 1062 883 1104</box>
dateline-a3: ਸਾਹਿਬਜ਼ਾਦਾ ਅਜੀਤ ਸਿੰਘ ਨਗਰ, 13 ਫਰਵਰੀ (ਪੈਗ਼ਾਮ-ਏ-ਜਗਤ) <box>22 420 127 441</box>
article-photo-a2 <box>648 148 882 268</box>
article-column <box>263 155 378 333</box>
body-text: ਸ਼੍ਰੀ ਗੁਰੂ ਰਵਿਦਾਸ ਮਹਾਰਾਜ ਜੀ ਦੇ 649ਵੇਂ ਪ੍ਰਕਾਸ਼ ਦਿਹਾੜੇ ਨੂੰ ਸਮਰਪਿਤ ਸਰਕਾਰੀ ਪ੍ਰਾਇਮਰੀ ਸਕੂਲ ਵਿਖੇ ਵਿਦਿਆਰਥੀਆਂ ਨੂੰ ਕਾਪੀਆਂ ਅਤੇ ਪੈਨ ਵੰਡੇ ਗਏ। ਇਸ ਮੌਕੇ ਸਕੂਲ ਦੇ ਅਧਿਆਪਕ ਅਤੇ ਪਿੰਡ ਵਾਸੀ ਹਾਜ਼ਰ ਸਨ। <box>774 830 1008 862</box>
headline-a4: ‘ਮਾਵਾਂ ਨਸ਼ਿਆਂ ਖ਼ਿਲਾਫ਼ ਪਹਿਲੀ ਰੱਖਿਆ ਕਵਚ,’ ਮੁਹਿੰਮ ਨੂੰ ਮੋਹਾਲੀ ਵਿੱਚ ਮਿਲਿਆ ਭਰਵਾਂ ਹੁੰਗਾਰਾ <box>548 360 982 410</box>
body-text: ਦੱਸਣਯੋਗ ਹੈ ਕਿ ਇਹ ਵੈਨ ਬਲੌਂਗੀ ਸ਼ਮਸ਼ਾਨ ਘਾਟ ਵਿਖੇ ਤਾਇਨਾਤ ਕੀਤੀ ਜਾਵੇਗੀ। ਲੋੜਵੰਦ ਪਰਿਵਾਰ ਇੱਕ ਫ਼ੋਨ ਕਾਲ ਉੱਤੇ ਇਸ ਸੇਵਾ ਦਾ ਲਾਭ ਲੈ ਸਕਦੇ ਹਨ। <box>384 465 502 508</box>
article-photo-column <box>142 681 376 873</box>
body-text: ਬਾਅਦ ਨਿਰਭਾਵਨਾ ਹੋਵੇਗਾ ਅਤੇ ਹਰ ਵਰਕਰ ਨੂੰ ਬਣਦਾ ਮਾਣ ਸਤਿਕਾਰ ਦਿੱਤਾ ਜਾਵੇਗਾ। ਉਨ੍ਹਾਂ ਕਿਹਾ ਕਿ ਆਉਣ ਵਾਲੀਆਂ ਚੋਣਾਂ ਵਿੱਚ ਪਾਰਟੀ ਸ਼ਾਨਦਾਰ ਪ੍ਰਦਰਸ਼ਨ ਕਰੇਗੀ। ਅੰਤ ਵਿੱਚ ਸਭ ਦਾ ਧੰਨਵਾਦ ਕੀਤਾ ਗਿਆ। <box>891 148 1008 212</box>
article-column <box>385 938 502 1094</box>
article-column <box>523 944 640 1118</box>
article-photo-a3 <box>142 421 376 539</box>
masthead-right <box>832 28 1002 68</box>
masthead-left <box>22 38 155 72</box>
body-text: ਇਸ ਮੌਕੇ ਪਿੰਡ ਦੇ ਸਰਪੰਚ ਅਤੇ ਪੰਚਾਇਤ ਮੈਂਬਰਾਂ ਨੇ ਵਿਧਾਇਕ ਦਾ ਧੰਨਵਾਦ ਕੀਤਾ ਅਤੇ ਉਨ੍ਹਾਂ ਨੂੰ ਸਨਮਾਨਿਤ ਕੀਤਾ। ਪਿੰਡ ਵਾਸੀਆਂ ਨੇ ਹੋਰ ਮੰਗਾਂ ਵੀ ਰੱਖੀਆਂ। <box>263 1320 376 1362</box>
body-text: ਯੁਵਾ ਕਲੱਬ ਦੇ ਪ੍ਰਧਾਨ ਰਾਹੁਲ ਬਹਾਦਰ ਦੀ ਅਗਵਾਈ ਵਿੱਚ ਫੁੱਲਾਂ ਦੀ ਵਰਖਾ ਕਰ ਕਾਂਵੜੀਆਂ ਦਾ ਸਵਾਗਤ ਕੀਤਾ ਗਿਆ। ਇਸ ਮੌਕੇ ਵੱਡੀ ਗਿਣਤੀ ਵਿੱਚ ਸ਼ਰਧਾਲੂ ਹਾਜ਼ਰ ਸਨ। <box>648 1062 761 1115</box>
body-text: ਰਾਸ਼ਟਰੀ ਸਿੱਖਿਆ ਨੀਤੀ-2020 ਦੇ ਤਹਿਤ ਜੀ.ਐਮ.ਐਨ. ਕਾਲਜ, ਅੰਬਾਲਾ ਛਾਉਣੀ ਸੈਸ਼ਨ 2026-27 ਤੋਂ ਚਾਰ ਸਾਲਾ ਏਕੀਕਰਤ ਅਧਿਆਪਕ ਸਿੱਖਿਆ ਪ੍ਰੋਗਰਾਮ ਸ਼ੁਰੂ ਕਰਨ ਜਾ ਰਿਹਾ ਹੈ। <box>522 1203 638 1257</box>
headline-a2: ਕਾਂਗਰਸ ਨੇਤਾ ਬਿਜੇਂਦਰ ਸਿੰਘ ਦੀ ਸਦਭਾਵਨਾ ਯਾਤਰਾ ਅੰਬਾਲਾ ਪਹੁੰਚੀ <box>536 83 995 133</box>
masthead-rule <box>18 73 1006 76</box>
body-text: ਪ੍ਰਸ਼ਾਸਨ ਵੱਲੋਂ ਭਰੋਸਾ ਦਿੱਤਾ ਗਿਆ ਕਿ ਨਸ਼ਾ ਛੁਡਾਊ ਕੇਂਦਰਾਂ ਵਿੱਚ ਸਾਰੀਆਂ ਸਹੂਲਤਾਂ ਮੁਹੱਈਆ ਕਰਵਾਈਆਂ ਜਾਣਗੀਆਂ ਅਤੇ ਹੈਲਪਲਾਈਨ ਨੰਬਰ ਵੀ ਜਾਰੀ ਕੀਤਾ ਜਾਵੇਗਾ। <box>891 425 1008 478</box>
article-column <box>16 155 131 333</box>
article-a1 <box>16 84 502 349</box>
article-column <box>523 148 640 349</box>
dateline-a4: ਸਾਹਿਬਜ਼ਾਦਾ ਅਜੀਤ ਸਿੰਘ ਨਗਰ 13 ਫਰਵਰੀ (ਪੈਗ਼ਾਮ-ਏ-ਜਗਤ) <box>529 425 632 446</box>
edition-list: ਗੜ੍ਹਸ਼ੰਕਰ/ਨਵਾਂਸ਼ਹਿਰ/ਪਟਿਆਲਾ/ਚੰਡੀਗੜ੍ਹ/ਅੰਬਾਲਾ/ਹਾਂਸੀ <box>225 34 761 64</box>
